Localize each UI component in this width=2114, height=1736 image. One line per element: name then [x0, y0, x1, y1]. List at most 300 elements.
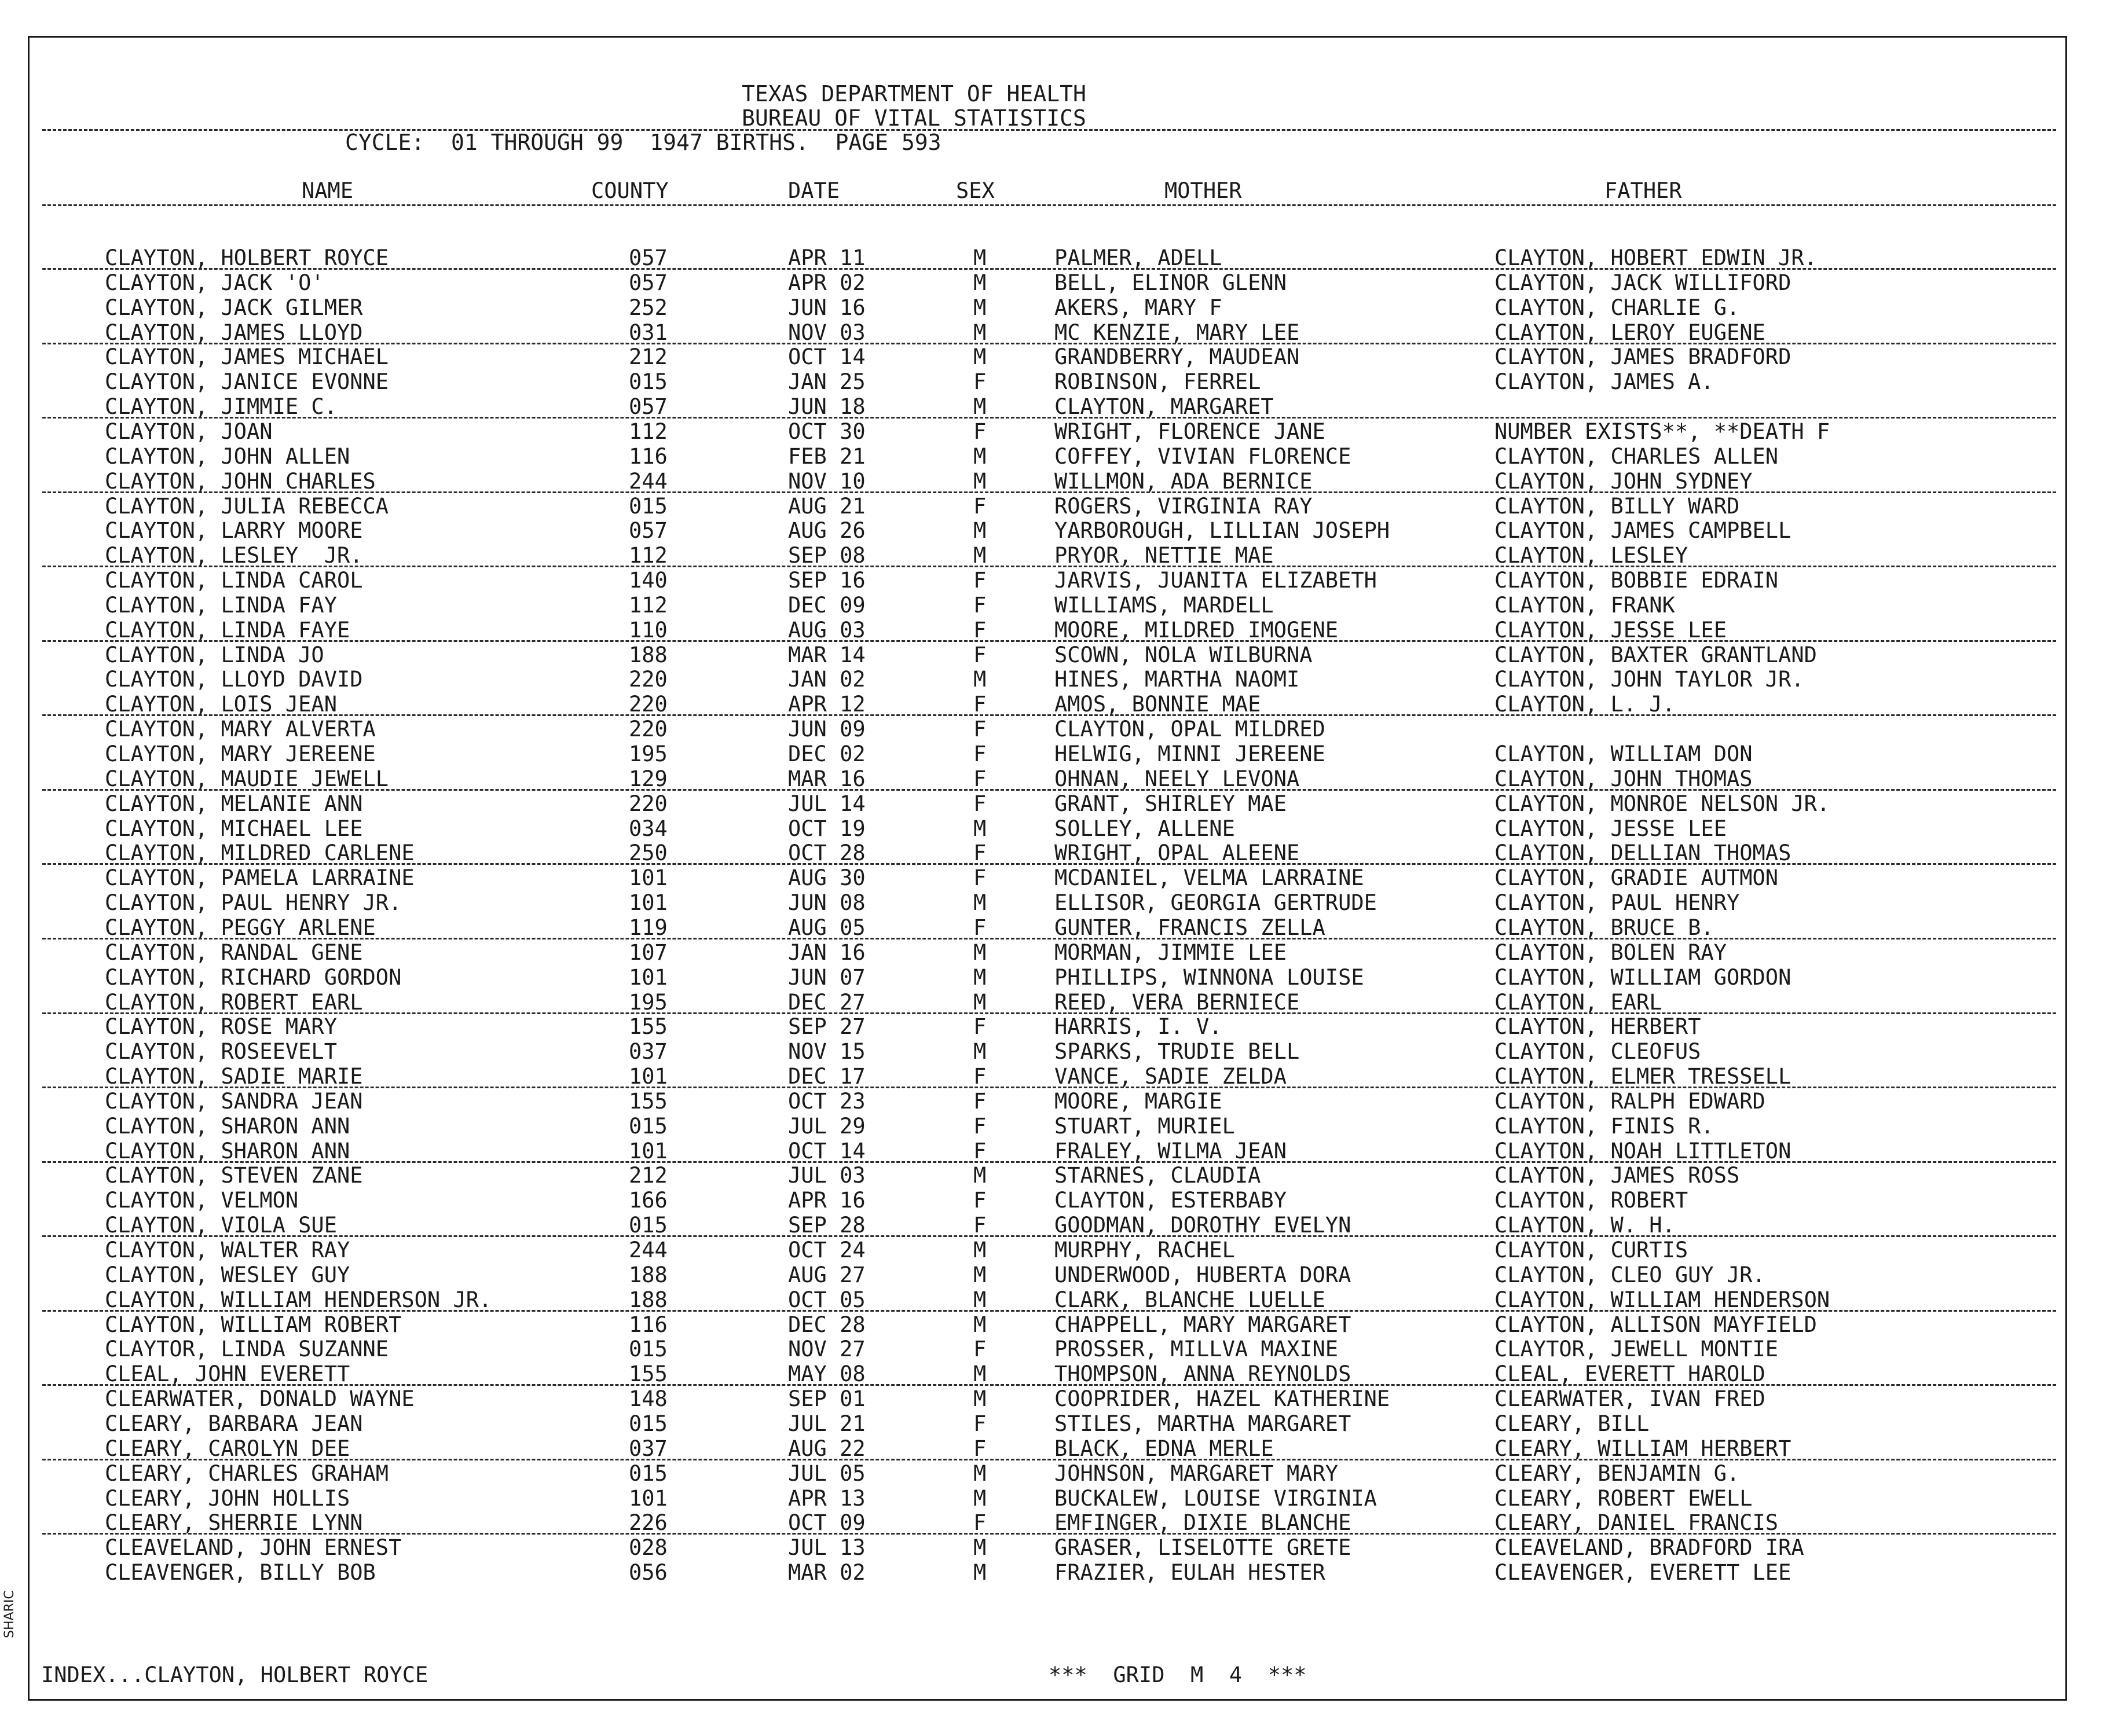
cell-name: CLAYTON, ROBERT EARL	[105, 989, 363, 1015]
cell-county: 107	[629, 939, 668, 965]
cell-father: CLAYTON, EARL	[1494, 989, 1662, 1015]
cell-date: JUN 09	[788, 717, 866, 742]
row-separator	[42, 938, 2056, 939]
cell-date: MAR 16	[788, 766, 866, 791]
cell-date: JUL 05	[788, 1460, 866, 1486]
footer-index: INDEX...CLAYTON, HOLBERT ROYCE	[41, 1662, 428, 1687]
cell-county: 037	[629, 1039, 668, 1065]
cell-county: 101	[629, 865, 668, 891]
cell-name: CLEARY, BARBARA JEAN	[105, 1411, 363, 1436]
cell-father: CLEARY, BENJAMIN G.	[1494, 1460, 1740, 1486]
cell-mother: BLACK, EDNA MERLE	[1054, 1436, 1274, 1461]
cell-date: JUL 03	[788, 1163, 866, 1188]
cell-mother: MORMAN, JIMMIE LEE	[1054, 939, 1287, 965]
cell-county: 212	[629, 344, 668, 370]
cell-date: APR 02	[788, 270, 866, 295]
row-separator	[42, 789, 2056, 791]
column-header-father: FATHER	[1604, 178, 1682, 203]
cell-mother: HINES, MARTHA NAOMI	[1054, 667, 1300, 692]
cell-father: CLAYTON, CHARLIE G.	[1494, 295, 1740, 320]
cell-name: CLAYTON, STEVEN ZANE	[105, 1163, 363, 1188]
cell-mother: COOPRIDER, HAZEL KATHERINE	[1054, 1386, 1390, 1412]
cell-county: 155	[629, 1088, 668, 1114]
cell-name: CLAYTON, SADIE MARIE	[105, 1064, 363, 1089]
cell-mother: AMOS, BONNIE MAE	[1054, 692, 1261, 717]
cell-father: CLEARY, ROBERT EWELL	[1494, 1485, 1753, 1511]
cell-father: CLEARWATER, IVAN FRED	[1494, 1386, 1765, 1412]
cell-father: CLAYTON, WILLIAM DON	[1494, 742, 1753, 766]
cell-mother: GRANT, SHIRLEY MAE	[1054, 791, 1287, 816]
cell-county: 057	[629, 394, 668, 420]
cell-county: 057	[629, 270, 668, 295]
cell-date: JUL 29	[788, 1113, 866, 1139]
cell-name: CLAYTON, PAUL HENRY JR.	[105, 890, 402, 916]
cell-county: 244	[629, 1238, 668, 1262]
cell-mother: UNDERWOOD, HUBERTA DORA	[1054, 1262, 1351, 1287]
cell-sex: F	[973, 791, 987, 816]
cell-sex: F	[973, 1064, 987, 1089]
row-separator	[42, 1310, 2056, 1312]
row-separator	[42, 1235, 2056, 1237]
cell-father: CLAYTOR, JEWELL MONTIE	[1494, 1337, 1779, 1362]
cell-date: OCT 24	[788, 1238, 866, 1262]
cell-father: CLAYTON, PAUL HENRY	[1494, 890, 1740, 916]
cell-father: CLAYTON, HERBERT	[1494, 1014, 1701, 1040]
cell-father: CLAYTON, JOHN SYDNEY	[1494, 468, 1753, 494]
cell-date: OCT 05	[788, 1287, 866, 1312]
cell-sex: M	[973, 1312, 987, 1337]
cell-county: 015	[629, 1411, 668, 1436]
cell-mother: BELL, ELINOR GLENN	[1054, 270, 1287, 295]
cell-county: 155	[629, 1361, 668, 1387]
cell-date: JUL 14	[788, 791, 866, 816]
cell-date: DEC 02	[788, 742, 866, 766]
cell-mother: JOHNSON, MARGARET MARY	[1054, 1460, 1339, 1486]
cell-county: 101	[629, 964, 668, 990]
cell-date: APR 13	[788, 1485, 866, 1511]
cell-date: OCT 09	[788, 1510, 866, 1536]
cell-date: AUG 21	[788, 493, 866, 519]
cell-mother: SPARKS, TRUDIE BELL	[1054, 1039, 1300, 1065]
cell-father: CLEAVENGER, EVERETT LEE	[1494, 1560, 1791, 1585]
cell-mother: STUART, MURIEL	[1054, 1113, 1235, 1139]
cell-sex: F	[973, 915, 987, 940]
cell-date: JUN 18	[788, 394, 866, 420]
cell-date: DEC 28	[788, 1312, 866, 1337]
column-header-name: NAME	[302, 178, 354, 203]
cell-sex: M	[973, 667, 987, 692]
cell-date: MAY 08	[788, 1361, 866, 1387]
cell-date: OCT 14	[788, 1138, 866, 1164]
cell-mother: HARRIS, I. V.	[1054, 1014, 1222, 1040]
cell-county: 112	[629, 419, 668, 444]
cell-county: 015	[629, 1337, 668, 1362]
cell-date: JUL 13	[788, 1535, 866, 1561]
cell-sex: M	[973, 1238, 987, 1262]
cell-sex: F	[973, 617, 987, 643]
cell-county: 015	[629, 1460, 668, 1486]
side-mark: SHARIC	[2, 1590, 17, 1638]
cell-sex: M	[973, 1560, 987, 1585]
cell-mother: FRALEY, WILMA JEAN	[1054, 1138, 1287, 1164]
cell-mother: VANCE, SADIE ZELDA	[1054, 1064, 1287, 1089]
cell-mother: MCDANIEL, VELMA LARRAINE	[1054, 865, 1364, 891]
cell-sex: F	[973, 1014, 987, 1040]
cell-mother: SOLLEY, ALLENE	[1054, 816, 1235, 841]
row-separator	[42, 640, 2056, 642]
cell-name: CLAYTON, JACK 'O'	[105, 270, 324, 295]
cell-county: 028	[629, 1535, 668, 1561]
cell-sex: M	[973, 468, 987, 494]
cell-date: APR 16	[788, 1188, 866, 1213]
cell-date: AUG 05	[788, 915, 866, 940]
cell-mother: PROSSER, MILLVA MAXINE	[1054, 1337, 1339, 1362]
cell-name: CLAYTON, MICHAEL LEE	[105, 816, 363, 841]
cell-father: CLAYTON, HOBERT EDWIN JR.	[1494, 245, 1817, 270]
row-separator	[42, 566, 2056, 567]
cell-county: 155	[629, 1014, 668, 1040]
cell-name: CLAYTON, WESLEY GUY	[105, 1262, 350, 1287]
cell-father: CLEAL, EVERETT HAROLD	[1494, 1361, 1765, 1387]
cell-father: CLAYTON, GRADIE AUTMON	[1494, 865, 1779, 891]
cell-sex: M	[973, 1485, 987, 1511]
cell-sex: F	[973, 1088, 987, 1114]
cell-sex: M	[973, 1287, 987, 1312]
cell-date: OCT 28	[788, 841, 866, 866]
cell-father: CLAYTON, W. H.	[1494, 1213, 1675, 1238]
cell-name: CLAYTON, JIMMIE C.	[105, 394, 337, 420]
cell-mother: STARNES, CLAUDIA	[1054, 1163, 1261, 1188]
cell-sex: F	[973, 592, 987, 618]
cell-name: CLAYTON, JANICE EVONNE	[105, 369, 389, 395]
cell-mother: GOODMAN, DOROTHY EVELYN	[1054, 1213, 1351, 1238]
cell-county: 220	[629, 717, 668, 742]
cell-sex: F	[973, 865, 987, 891]
cell-mother: GRANDBERRY, MAUDEAN	[1054, 344, 1300, 370]
cell-father: CLEAVELAND, BRADFORD IRA	[1494, 1535, 1804, 1561]
cell-father: CLAYTON, JAMES BRADFORD	[1494, 344, 1791, 370]
cell-county: 037	[629, 1436, 668, 1461]
cell-mother: CHAPPELL, MARY MARGARET	[1054, 1312, 1351, 1337]
cell-father: CLAYTON, LESLEY	[1494, 543, 1688, 568]
row-separator	[42, 714, 2056, 716]
cell-mother: CLAYTON, OPAL MILDRED	[1054, 717, 1325, 742]
cell-sex: M	[973, 320, 987, 345]
header-cycle: CYCLE: 01 THROUGH 99 1947 BIRTHS. PAGE 593	[345, 130, 941, 155]
cell-sex: F	[973, 1213, 987, 1238]
cell-county: 015	[629, 493, 668, 519]
row-separator	[42, 1459, 2056, 1460]
column-header-mother: MOTHER	[1164, 178, 1242, 203]
cell-name: CLAYTON, LINDA FAY	[105, 592, 337, 618]
cell-date: FEB 21	[788, 443, 866, 469]
cell-date: DEC 09	[788, 592, 866, 618]
cell-father: CLAYTON, WILLIAM HENDERSON	[1494, 1287, 1830, 1312]
cell-mother: COFFEY, VIVIAN FLORENCE	[1054, 443, 1351, 469]
cell-father: CLAYTON, JOHN TAYLOR JR.	[1494, 667, 1804, 692]
cell-sex: M	[973, 245, 987, 270]
cell-date: JUN 16	[788, 295, 866, 320]
row-separator	[42, 1384, 2056, 1386]
cell-county: 195	[629, 742, 668, 766]
column-header-date: DATE	[788, 178, 840, 203]
cell-mother: ELLISOR, GEORGIA GERTRUDE	[1054, 890, 1377, 916]
cell-name: CLAYTON, WILLIAM HENDERSON JR.	[105, 1287, 492, 1312]
cell-father: CLAYTON, JAMES A.	[1494, 369, 1714, 395]
cell-county: 057	[629, 518, 668, 544]
cell-mother: PALMER, ADELL	[1054, 245, 1222, 270]
cell-mother: CLARK, BLANCHE LUELLE	[1054, 1287, 1325, 1312]
cell-father: CLAYTON, L. J.	[1494, 692, 1675, 717]
cell-sex: M	[973, 270, 987, 295]
cell-father: CLAYTON, JAMES ROSS	[1494, 1163, 1740, 1188]
cell-sex: M	[973, 1262, 987, 1287]
cell-county: 116	[629, 443, 668, 469]
cell-sex: F	[973, 692, 987, 717]
cell-name: CLAYTON, LINDA CAROL	[105, 568, 363, 593]
cell-name: CLEARY, SHERRIE LYNN	[105, 1510, 363, 1536]
cell-county: 188	[629, 642, 668, 667]
cell-mother: YARBOROUGH, LILLIAN JOSEPH	[1054, 518, 1390, 544]
cell-date: SEP 27	[788, 1014, 866, 1040]
cell-sex: M	[973, 518, 987, 544]
cell-name: CLAYTON, MELANIE ANN	[105, 791, 363, 816]
cell-mother: GUNTER, FRANCIS ZELLA	[1054, 915, 1325, 940]
cell-name: CLAYTON, RICHARD GORDON	[105, 964, 402, 990]
cell-name: CLAYTON, JAMES MICHAEL	[105, 344, 389, 370]
cell-name: CLAYTON, JOHN ALLEN	[105, 443, 350, 469]
cell-father: CLEARY, DANIEL FRANCIS	[1494, 1510, 1779, 1536]
cell-date: NOV 03	[788, 320, 866, 345]
cell-father: CLAYTON, JESSE LEE	[1494, 617, 1727, 643]
cell-father: CLAYTON, LEROY EUGENE	[1494, 320, 1765, 345]
cell-county: 226	[629, 1510, 668, 1536]
cell-father: CLAYTON, ALLISON MAYFIELD	[1494, 1312, 1817, 1337]
cell-name: CLAYTON, ROSE MARY	[105, 1014, 337, 1040]
cell-county: 220	[629, 692, 668, 717]
cell-mother: FRAZIER, EULAH HESTER	[1054, 1560, 1325, 1585]
cell-county: 188	[629, 1287, 668, 1312]
row-separator	[42, 1012, 2056, 1014]
cell-father: CLAYTON, ROBERT	[1494, 1188, 1688, 1213]
cell-county: 057	[629, 245, 668, 270]
header-bureau: BUREAU OF VITAL STATISTICS	[742, 105, 1086, 131]
cell-sex: F	[973, 717, 987, 742]
cell-name: CLAYTON, LINDA JO	[105, 642, 324, 667]
row-separator	[42, 491, 2056, 493]
cell-name: CLEARY, JOHN HOLLIS	[105, 1485, 350, 1511]
cell-date: JUN 07	[788, 964, 866, 990]
document-page	[28, 36, 2067, 1701]
cell-county: 195	[629, 989, 668, 1015]
cell-name: CLAYTON, HOLBERT ROYCE	[105, 245, 389, 270]
cell-father: CLAYTON, JOHN THOMAS	[1494, 766, 1753, 791]
cell-father: CLAYTON, BOLEN RAY	[1494, 939, 1727, 965]
cell-name: CLAYTON, SHARON ANN	[105, 1113, 350, 1139]
cell-sex: M	[973, 1535, 987, 1561]
cell-mother: THOMPSON, ANNA REYNOLDS	[1054, 1361, 1351, 1387]
cell-name: CLAYTON, LINDA FAYE	[105, 617, 350, 643]
cell-name: CLAYTOR, LINDA SUZANNE	[105, 1337, 389, 1362]
cell-date: SEP 01	[788, 1386, 866, 1412]
cell-mother: MURPHY, RACHEL	[1054, 1238, 1235, 1262]
cell-name: CLEAVELAND, JOHN ERNEST	[105, 1535, 402, 1561]
cell-date: AUG 30	[788, 865, 866, 891]
cell-sex: M	[973, 295, 987, 320]
cell-sex: F	[973, 766, 987, 791]
cell-county: 166	[629, 1188, 668, 1213]
cell-name: CLAYTON, RANDAL GENE	[105, 939, 363, 965]
cell-county: 101	[629, 1064, 668, 1089]
cell-sex: M	[973, 890, 987, 916]
cell-name: CLEAVENGER, BILLY BOB	[105, 1560, 376, 1585]
cell-county: 188	[629, 1262, 668, 1287]
cell-sex: F	[973, 568, 987, 593]
cell-sex: M	[973, 1460, 987, 1486]
cell-mother: WRIGHT, FLORENCE JANE	[1054, 419, 1325, 444]
cell-name: CLEARWATER, DONALD WAYNE	[105, 1386, 415, 1412]
row-separator	[42, 417, 2056, 419]
cell-county: 116	[629, 1312, 668, 1337]
cell-county: 034	[629, 816, 668, 841]
cell-father: CLAYTON, FRANK	[1494, 592, 1675, 618]
cell-date: OCT 30	[788, 419, 866, 444]
cell-date: DEC 27	[788, 989, 866, 1015]
cell-name: CLAYTON, JULIA REBECCA	[105, 493, 389, 519]
cell-date: OCT 19	[788, 816, 866, 841]
footer-grid: *** GRID M 4 ***	[1049, 1662, 1307, 1687]
cell-sex: F	[973, 419, 987, 444]
cell-mother: AKERS, MARY F	[1054, 295, 1222, 320]
cell-mother: REED, VERA BERNIECE	[1054, 989, 1300, 1015]
cell-county: 015	[629, 1213, 668, 1238]
column-header-county: COUNTY	[591, 178, 669, 203]
cell-name: CLAYTON, MILDRED CARLENE	[105, 841, 415, 866]
cell-date: AUG 27	[788, 1262, 866, 1287]
header-rule	[42, 129, 2056, 131]
cell-father: CLAYTON, BILLY WARD	[1494, 493, 1740, 519]
cell-sex: F	[973, 1337, 987, 1362]
row-separator	[42, 1533, 2056, 1535]
cell-sex: F	[973, 642, 987, 667]
cell-county: 129	[629, 766, 668, 791]
cell-father: CLAYTON, CURTIS	[1494, 1238, 1688, 1262]
cell-sex: M	[973, 1386, 987, 1412]
cell-name: CLAYTON, SANDRA JEAN	[105, 1088, 363, 1114]
cell-father: CLAYTON, RALPH EDWARD	[1494, 1088, 1765, 1114]
cell-name: CLAYTON, JACK GILMER	[105, 295, 363, 320]
cell-sex: M	[973, 1163, 987, 1188]
cell-mother: ROBINSON, FERREL	[1054, 369, 1261, 395]
row-separator	[42, 343, 2056, 344]
cell-county: 110	[629, 617, 668, 643]
cell-mother: WRIGHT, OPAL ALEENE	[1054, 841, 1300, 866]
cell-date: JAN 16	[788, 939, 866, 965]
cell-sex: M	[973, 939, 987, 965]
cell-sex: M	[973, 816, 987, 841]
cell-name: CLAYTON, WILLIAM ROBERT	[105, 1312, 402, 1337]
cell-county: 101	[629, 890, 668, 916]
cell-name: CLAYTON, SHARON ANN	[105, 1138, 350, 1164]
cell-date: JAN 25	[788, 369, 866, 395]
cell-sex: M	[973, 394, 987, 420]
cell-father: CLAYTON, JACK WILLIFORD	[1494, 270, 1791, 295]
cell-father: CLEARY, WILLIAM HERBERT	[1494, 1436, 1791, 1461]
cell-county: 119	[629, 915, 668, 940]
cell-father: CLAYTON, FINIS R.	[1494, 1113, 1714, 1139]
cell-county: 112	[629, 543, 668, 568]
cell-sex: M	[973, 1361, 987, 1387]
cell-date: OCT 23	[788, 1088, 866, 1114]
cell-father: CLAYTON, JAMES CAMPBELL	[1494, 518, 1791, 544]
cell-date: NOV 15	[788, 1039, 866, 1065]
cell-mother: EMFINGER, DIXIE BLANCHE	[1054, 1510, 1351, 1536]
cell-county: 220	[629, 791, 668, 816]
cell-mother: GRASER, LISELOTTE GRETE	[1054, 1535, 1351, 1561]
cell-name: CLAYTON, JOHN CHARLES	[105, 468, 376, 494]
cell-county: 101	[629, 1138, 668, 1164]
cell-date: AUG 03	[788, 617, 866, 643]
cell-mother: JARVIS, JUANITA ELIZABETH	[1054, 568, 1377, 593]
cell-name: CLAYTON, MARY JEREENE	[105, 742, 376, 766]
cell-father: CLAYTON, CHARLES ALLEN	[1494, 443, 1779, 469]
cell-sex: F	[973, 1411, 987, 1436]
cell-sex: F	[973, 1510, 987, 1536]
cell-mother: HELWIG, MINNI JEREENE	[1054, 742, 1325, 766]
cell-mother: MC KENZIE, MARY LEE	[1054, 320, 1300, 345]
cell-date: NOV 27	[788, 1337, 866, 1362]
cell-date: JAN 02	[788, 667, 866, 692]
cell-county: 252	[629, 295, 668, 320]
cell-father: CLAYTON, NOAH LITTLETON	[1494, 1138, 1791, 1164]
cell-father: CLAYTON, MONROE NELSON JR.	[1494, 791, 1830, 816]
cell-mother: ROGERS, VIRGINIA RAY	[1054, 493, 1313, 519]
cell-father: CLAYTON, BRUCE B.	[1494, 915, 1714, 940]
cell-name: CLAYTON, LOIS JEAN	[105, 692, 337, 717]
cell-father: CLAYTON, JESSE LEE	[1494, 816, 1727, 841]
cell-county: 101	[629, 1485, 668, 1511]
cell-name: CLEAL, JOHN EVERETT	[105, 1361, 350, 1387]
cell-date: APR 12	[788, 692, 866, 717]
cell-name: CLAYTON, LESLEY JR.	[105, 543, 363, 568]
cell-mother: CLAYTON, ESTERBABY	[1054, 1188, 1287, 1213]
cell-sex: M	[973, 964, 987, 990]
cell-date: JUL 21	[788, 1411, 866, 1436]
cell-sex: M	[973, 543, 987, 568]
cell-mother: CLAYTON, MARGARET	[1054, 394, 1274, 420]
cell-date: DEC 17	[788, 1064, 866, 1089]
cell-date: SEP 16	[788, 568, 866, 593]
cell-mother: SCOWN, NOLA WILBURNA	[1054, 642, 1313, 667]
cell-county: 140	[629, 568, 668, 593]
cell-sex: F	[973, 369, 987, 395]
cell-county: 015	[629, 369, 668, 395]
cell-county: 031	[629, 320, 668, 345]
cell-sex: M	[973, 989, 987, 1015]
cell-date: OCT 14	[788, 344, 866, 370]
cell-father: CLAYTON, ELMER TRESSELL	[1494, 1064, 1791, 1089]
cell-name: CLAYTON, VELMON	[105, 1188, 299, 1213]
cell-mother: STILES, MARTHA MARGARET	[1054, 1411, 1351, 1436]
cell-county: 244	[629, 468, 668, 494]
cell-mother: OHNAN, NEELY LEVONA	[1054, 766, 1300, 791]
cell-mother: BUCKALEW, LOUISE VIRGINIA	[1054, 1485, 1377, 1511]
cell-father: CLEARY, BILL	[1494, 1411, 1650, 1436]
cell-mother: MOORE, MARGIE	[1054, 1088, 1222, 1114]
cell-sex: M	[973, 443, 987, 469]
cell-date: NOV 10	[788, 468, 866, 494]
cell-name: CLAYTON, VIOLA SUE	[105, 1213, 337, 1238]
